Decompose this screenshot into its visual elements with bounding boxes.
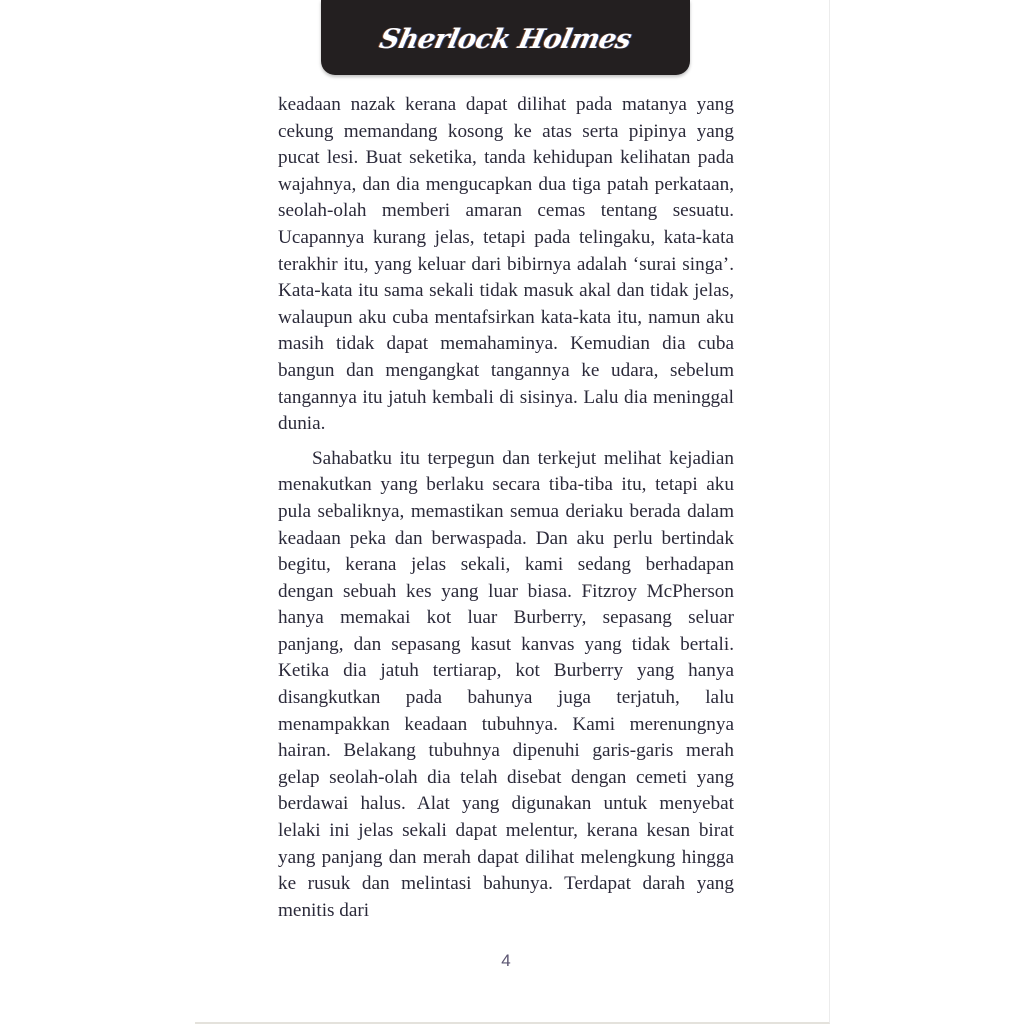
page-number: 4 [501, 951, 511, 970]
paragraph: Sahabatku itu terpegun dan terkejut melihat kejadian menakutkan yang berlaku secara tiba-tiba itu, tetapi aku pula sebaliknya, memastikan semua deriaku berada dalam keadaan peka dan berwaspada. Dan aku perlu bertindak begitu, kerana jelas sekali, kami sedang berhadapan dengan sebuah kes yang luar biasa. Fitzroy McPherson hanya memakai kot luar Burberry, sepasang seluar panjang, dan sepasang kasut kanvas yang tidak bertali. Ketika dia jatuh tertiarap, kot Burberry yang hanya disangkutkan pada bahunya juga terjatuh, lalu menampakkan keadaan tubuhnya. Kami merenungnya hairan. Belakang tubuhnya dipenuhi garis-garis merah gelap seolah-olah dia telah disebat dengan cemeti yang berdawai halus. Alat yang digunakan untuk menyebat lelaki ini jelas sekali dapat melentur, kerana kesan birat yang panjang dan merah dapat dilihat melengkung hingga ke rusuk dan melintasi bahunya. Terdapat darah yang menitis dari [278, 447, 734, 921]
page-body [278, 92, 734, 924]
paragraph: keadaan nazak kerana dapat dilihat pada matanya yang cekung memandang kosong ke atas serta pipinya yang pucat lesi. Buat seketika, tanda kehidupan kelihatan pada wajahnya, dan dia mengucapkan dua tiga patah perkataan, seolah-olah memberi amaran cemas tentang sesuatu. Ucapannya kurang jelas, tetapi pada telingaku, kata-kata terakhir itu, yang keluar dari bibirnya adalah ‘surai singa’. Kata-kata itu sama sekali tidak masuk akal dan tidak jelas, walaupun aku cuba mentafsirkan kata-kata itu, namun aku masih tidak dapat memahaminya. Kemudian dia cuba bangun dan mengangkat tangannya ke udara, sebelum tangannya itu jatuh kembali di sisinya. Lalu dia meninggal dunia. [278, 94, 734, 435]
book-title: Sherlock Holmes [376, 24, 635, 55]
running-header-tab [321, 0, 690, 75]
